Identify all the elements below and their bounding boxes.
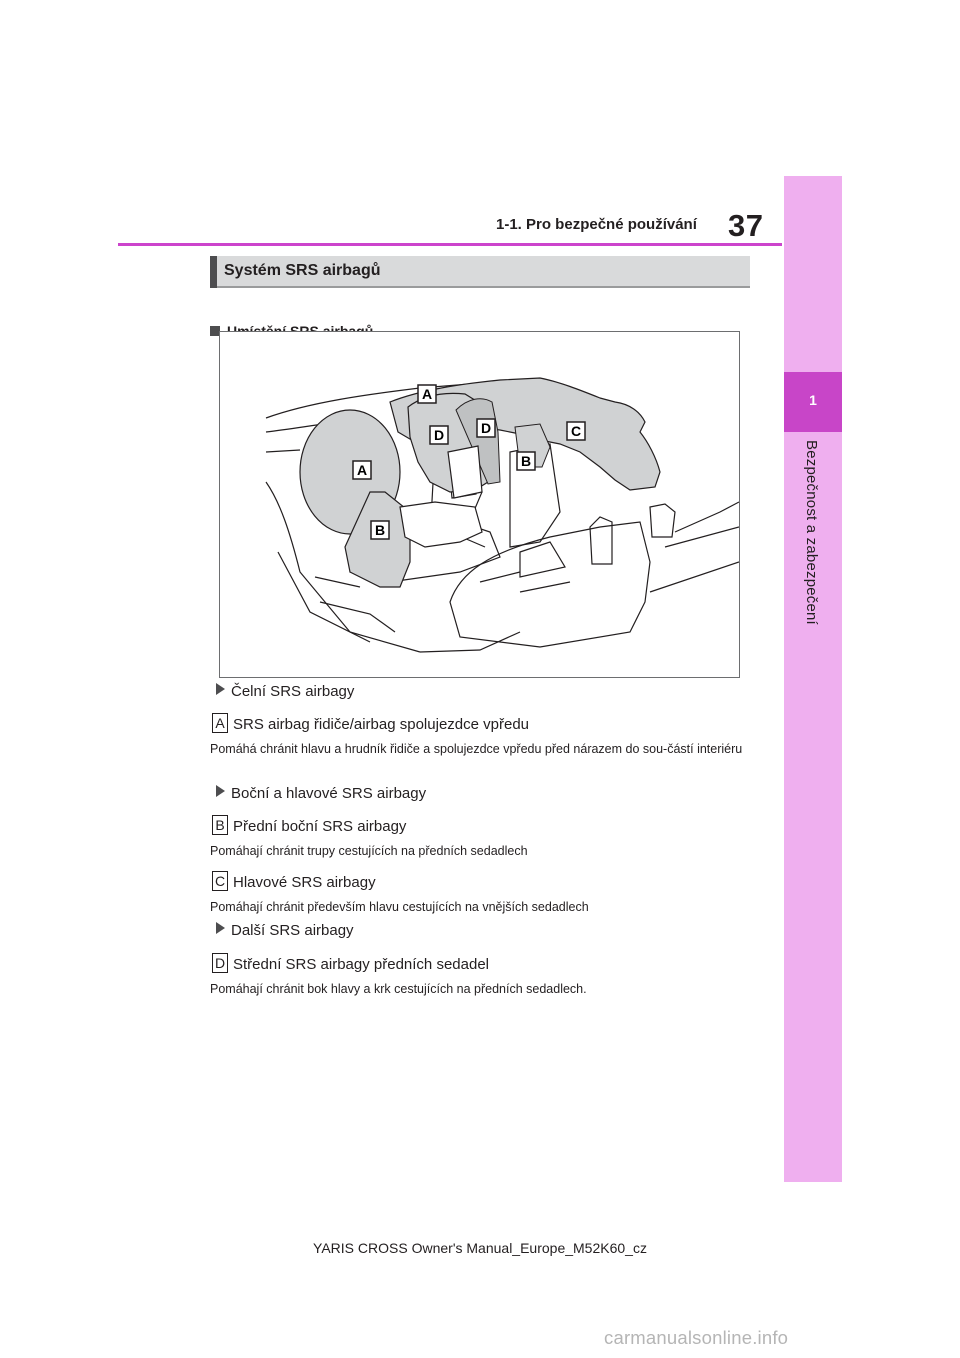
item-a (212, 714, 529, 734)
triangle-bullet-icon (216, 922, 225, 934)
section-header: 1-1. Pro bezpečné používání (496, 216, 697, 233)
watermark: carmanualsonline.info (604, 1327, 789, 1348)
section-title-accent (210, 256, 217, 288)
bullet-side-head-airbags: Boční a hlavové SRS airbagy (216, 785, 426, 802)
triangle-bullet-icon (216, 785, 225, 797)
chapter-number: 1 (809, 392, 817, 408)
bullet-other-airbags: Další SRS airbagy (216, 922, 354, 939)
letter-box-c: C (212, 871, 228, 891)
item-d (212, 954, 489, 974)
svg-text:C: C (570, 423, 582, 439)
item-b-description: Pomáhají chránit trupy cestujících na předních sedadlech (210, 844, 528, 858)
section-title: Systém SRS airbagů (224, 262, 381, 279)
svg-text:B: B (520, 453, 532, 469)
figure-label-d-left (430, 426, 448, 444)
item-d-title: Střední SRS airbagy předních sedadel (233, 956, 489, 973)
letter-box-d: D (212, 953, 228, 973)
figure-label-b-driver (371, 521, 389, 539)
airbag-illustration (219, 331, 740, 678)
letter-box-b: B (212, 815, 228, 835)
figure-label-d-right (477, 419, 495, 437)
letter-box-a: A (212, 713, 228, 733)
item-c-description: Pomáhají chránit především hlavu cestujících na vnějších sedadlech (210, 900, 589, 914)
header-rule (118, 243, 782, 246)
item-b (212, 816, 406, 836)
footer-manual-id: YARIS CROSS Owner's Manual_Europe_M52K60_cz (313, 1240, 647, 1256)
item-b-title: Přední boční SRS airbagy (233, 818, 407, 835)
svg-text:D: D (480, 420, 492, 436)
chapter-side-tab (784, 176, 842, 1182)
figure-label-b-passenger (517, 452, 535, 470)
item-a-title: SRS airbag řidiče/airbag spolujezdce vpředu (233, 716, 530, 733)
chapter-title: Bezpečnost a zabezpečení (803, 440, 820, 625)
svg-text:D: D (433, 427, 445, 443)
page-number: 37 (728, 208, 764, 243)
bullet-frontal-airbags: Čelní SRS airbagy (216, 683, 354, 700)
triangle-bullet-icon (216, 683, 225, 695)
figure-label-a-top (418, 385, 436, 403)
item-a-description: Pomáhá chránit hlavu a hrudník řidiče a spolujezdce vpředu před nárazem do sou-částí interiéru (210, 742, 743, 756)
item-c (212, 872, 376, 892)
airbag-illustration-svg (220, 332, 739, 677)
svg-text:A: A (421, 386, 433, 402)
item-c-title: Hlavové SRS airbagy (233, 874, 376, 891)
item-d-description: Pomáhají chránit bok hlavy a krk cestujících na předních sedadlech. (210, 982, 587, 996)
svg-text:B: B (374, 522, 386, 538)
figure-label-a-driver (353, 461, 371, 479)
svg-text:A: A (356, 462, 368, 478)
figure-label-c (567, 422, 585, 440)
